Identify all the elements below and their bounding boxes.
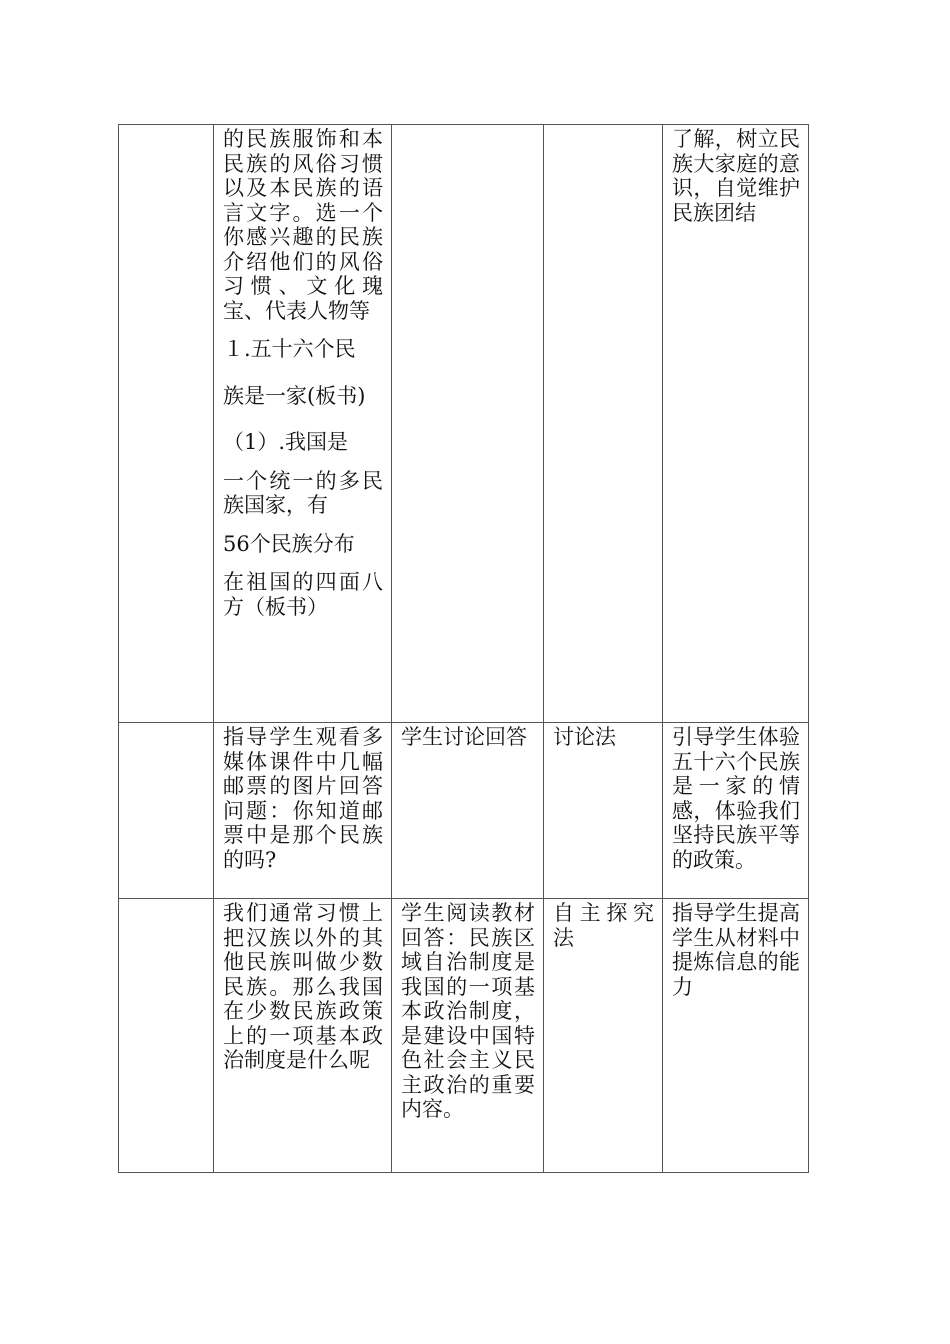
- text-paragraph: 一个统一的多民族国家，有: [223, 468, 383, 517]
- table-cell-method: 讨论法: [544, 723, 663, 899]
- table-row: [119, 899, 809, 1173]
- text-paragraph: （1）.我国是: [223, 430, 349, 454]
- table-cell-purpose: 了解，树立民族大家庭的意识，自觉维护民族团结: [663, 125, 809, 723]
- table-row: [119, 723, 809, 899]
- text-paragraph: 族是一家(板书): [223, 383, 366, 408]
- table-cell-student-activity: [392, 125, 544, 723]
- table-cell-purpose: 指导学生提高学生从材料中提炼信息的能力: [663, 899, 809, 1173]
- table-cell-step: [119, 899, 214, 1173]
- table-cell-step: [119, 125, 214, 723]
- table-cell-teacher-activity: [214, 125, 392, 723]
- text-paragraph: 56个民族分布: [223, 531, 355, 556]
- table-cell-method: [544, 125, 663, 723]
- table-cell-student-activity: 学生阅读教材回答：民族区域自治制度是我国的一项基本政治制度，是建设中国特色社会主义民主政治的重要内容。: [392, 899, 544, 1173]
- lesson-plan-table: [118, 124, 809, 1173]
- table-cell-method: 自主探究法: [544, 899, 663, 1173]
- text-paragraph: １.五十六个民: [223, 337, 356, 361]
- table-cell-step: [119, 723, 214, 899]
- table-row: [119, 125, 809, 723]
- table-cell-teacher-activity: 我们通常习惯上把汉族以外的其他民族叫做少数民族。那么我国在少数民族政策上的一项基本政治制度是什么呢: [214, 899, 392, 1173]
- text-paragraph: 的民族服饰和本民族的风俗习惯以及本民族的语言文字。选一个你感兴趣的民族介绍他们的风俗习惯、文化瑰宝、代表人物等: [223, 127, 383, 323]
- table-cell-student-activity: 学生讨论回答: [392, 723, 544, 899]
- table-cell-teacher-activity: 指导学生观看多媒体课件中几幅邮票的图片回答问题：你知道邮票中是那个民族的吗?: [214, 723, 392, 899]
- table-cell-purpose: 引导学生体验五十六个民族是一家的情感，体验我们坚持民族平等的政策。: [663, 723, 809, 899]
- text-paragraph: 在祖国的四面八方（板书）: [223, 570, 383, 619]
